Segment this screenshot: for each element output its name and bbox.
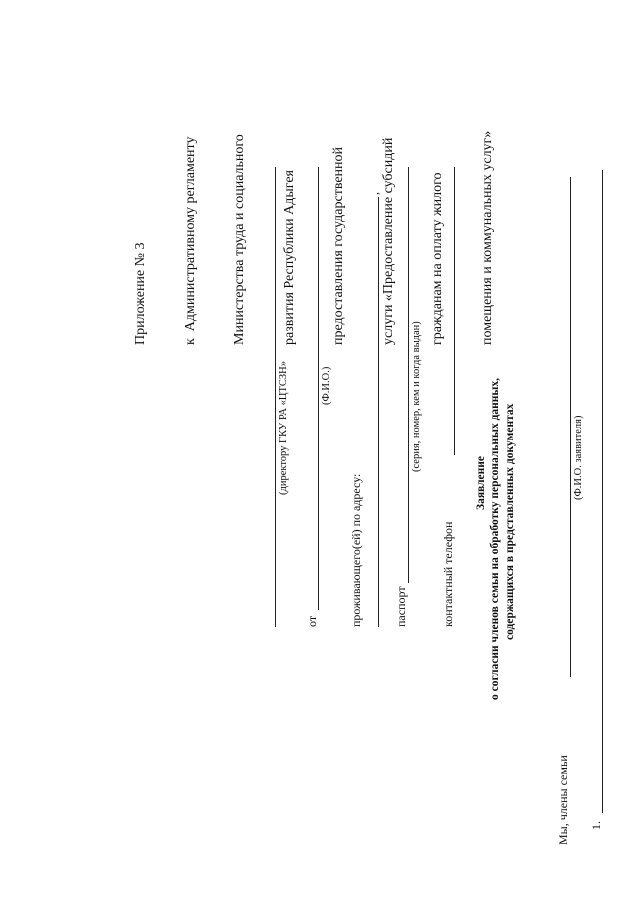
appendix-line: Приложение № 3: [133, 242, 148, 345]
address-comma: ,: [367, 192, 381, 195]
passport-line[interactable]: [408, 167, 409, 583]
from-label: от: [305, 615, 319, 627]
phone-line[interactable]: [454, 167, 455, 455]
appendix-line: Министерства труда и социального: [232, 134, 247, 345]
statement-title: Заявление: [475, 455, 487, 510]
passport-label: паспорт: [394, 586, 408, 627]
family-member-line-1[interactable]: [602, 170, 603, 813]
recipient-caption: (директору ГКУ РА «ЦТСЗН»: [278, 361, 289, 495]
appendix-line: гражданам на оплату жилого: [430, 172, 445, 345]
applicant-line[interactable]: [570, 177, 571, 677]
address-line[interactable]: [378, 197, 379, 627]
passport-caption: (серия, номер, кем и когда выдан): [411, 321, 422, 472]
appendix-line: услуги «Предоставление субсидий: [380, 137, 396, 345]
appendix-block: [100, 131, 529, 345]
statement-line-2: содержащихся в представленных документах: [504, 403, 516, 640]
phone-label: контактный телефон: [441, 521, 455, 627]
address-label: проживающего(ей) по адресу:: [349, 473, 363, 627]
appendix-line: развития Республики Адыгея: [281, 170, 297, 345]
appendix-line: к Административному регламенту: [182, 136, 198, 345]
recipient-line[interactable]: [275, 167, 276, 627]
family-item-number: 1.: [589, 821, 603, 830]
appendix-line: помещения и коммунальных услуг»: [479, 130, 495, 345]
family-intro: Мы, члены семьи: [556, 755, 570, 845]
applicant-caption: (Ф.И.О. заявителя): [573, 415, 584, 500]
appendix-line: предоставления государственной: [331, 146, 346, 345]
statement-line-1: о согласии членов семьи на обработку персональных данных,: [489, 377, 501, 700]
fio-caption: (Ф.И.О.): [321, 366, 332, 405]
from-line[interactable]: [318, 167, 319, 610]
